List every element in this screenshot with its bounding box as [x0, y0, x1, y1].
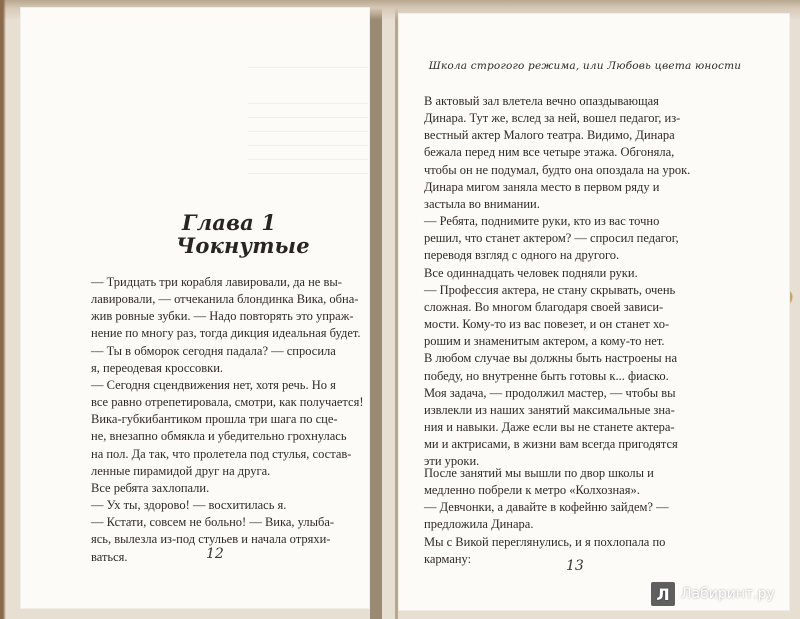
- ghost-line: [248, 145, 368, 146]
- text-line: ленные пирамидой друг на друга.: [91, 463, 271, 478]
- text-line: сложная. Во многом благодаря своей зависи-: [424, 299, 664, 314]
- text-line: — Сегодня сцендвижения нет, хотя речь. Но я: [91, 377, 336, 392]
- text-line: не, внезапно обмякла и убедительно грохнулась: [91, 429, 347, 444]
- text-line: решил, что станет актером? — спросил педагог,: [424, 231, 679, 246]
- text-line: ваться.: [91, 549, 128, 564]
- ghost-line: [248, 173, 368, 174]
- text-line: мости. Кому-то из вас повезет, и он станет хо-: [424, 317, 670, 332]
- text-line: — Девчонки, а давайте в кофейню зайдем? —: [424, 500, 669, 515]
- text-line: нение по многу раз, тогда дикция идеальная будет.: [91, 326, 361, 341]
- running-head: Школа строгого режима, или Любовь цвета юности: [428, 60, 742, 72]
- chapter-title: Глава 1: [182, 210, 277, 235]
- right-page-number: 13: [566, 558, 584, 574]
- watermark-text: Лабиринт.ру: [681, 586, 775, 602]
- text-line: карману:: [424, 551, 472, 566]
- text-line: Динара мигом заняла место в первом ряду и: [424, 179, 660, 194]
- chapter-subtitle: Чокнутые: [176, 233, 310, 258]
- labirint-watermark: [651, 582, 775, 606]
- ghost-line: [248, 131, 368, 132]
- text-line: переводя взгляд с одного на другого.: [424, 248, 620, 263]
- text-line: рошим и знаменитым актером, а кому-то нет.: [424, 334, 665, 349]
- text-line: жив ровные зубки. — Надо повторять это упраж-: [91, 309, 354, 324]
- text-line: медленно побрели к метро «Колхозная».: [424, 483, 640, 498]
- text-line: застыла во внимании.: [424, 196, 540, 211]
- text-line: Все одиннадцать человек подняли руки.: [424, 265, 638, 280]
- text-line: — Профессия актера, не стану скрывать, очень: [424, 282, 676, 297]
- text-line: извлекли из наших занятий максимальные зна-: [424, 402, 675, 417]
- text-line: ния и навыки. Даже если вы не станете актера-: [424, 419, 675, 434]
- text-line: — Ребята, поднимите руки, кто из вас точно: [424, 214, 660, 229]
- text-line: предложила Динара.: [424, 517, 534, 532]
- text-line: Все ребята захлопали.: [91, 480, 210, 495]
- text-line: победу, но внутренне быть готовы к... фиаско.: [424, 368, 669, 383]
- text-line: эти уроки.: [424, 454, 480, 469]
- text-line: — Тридцать три корабля лавировали, да не вы-: [91, 275, 342, 289]
- labirint-logo-icon: Л: [651, 582, 675, 606]
- left-page-text: [91, 274, 364, 566]
- text-line: В любом случае вы должны быть настроены на: [424, 351, 678, 366]
- text-line: Вика-губкибантиком прошла три шага по сце-: [91, 412, 338, 427]
- text-line: чтобы он не подумал, будто она опоздала на урок.: [424, 162, 691, 177]
- text-line: бежала перед ним все четыре этажа. Обгоняла,: [424, 145, 675, 160]
- text-line: — Кстати, совсем не больно! — Вика, улыба-: [91, 515, 335, 530]
- text-line: — Ух ты, здорово! — восхитилась я.: [91, 498, 287, 513]
- text-line: лавировали, — отчеканила блондинка Вика, обна-: [91, 292, 359, 307]
- text-line: я, переодевая кроссовки.: [91, 360, 224, 375]
- text-line: вестный актер Малого театра. Видимо, Динара: [424, 128, 675, 143]
- chapter-heading: [176, 210, 310, 258]
- text-line: После занятий мы вышли по двор школы и: [424, 466, 654, 480]
- text-line: Мы с Викой переглянулись, и я похлопала по: [424, 534, 666, 549]
- text-line: — Ты в обморок сегодня падала? — спросила: [91, 343, 336, 358]
- left-page-number: 12: [206, 546, 224, 562]
- text-line: на пол. Да так, что пролетела под стулья, состав-: [91, 446, 352, 461]
- text-line: Динара. Тут же, вслед за ней, вошел педагог, из-: [424, 111, 681, 126]
- text-line: ясь, вылезла из-под стульев и начала отряхи-: [91, 532, 331, 547]
- right-page-text-top: [424, 93, 717, 470]
- text-line: все равно отрепетировала, смотри, как получается!: [91, 395, 364, 410]
- ghost-line: [248, 159, 368, 160]
- text-line: В актовый зал влетела вечно опаздывающая: [424, 94, 659, 108]
- right-page-text-bottom: [424, 465, 717, 568]
- text-line: Моя задача, — продолжил мастер, — чтобы вы: [424, 385, 676, 400]
- text-line: ми и актрисами, в жизни вам всегда пригодятся: [424, 437, 678, 452]
- ghost-line: [248, 103, 368, 104]
- ghost-line: [248, 67, 368, 68]
- ghost-line: [248, 117, 368, 118]
